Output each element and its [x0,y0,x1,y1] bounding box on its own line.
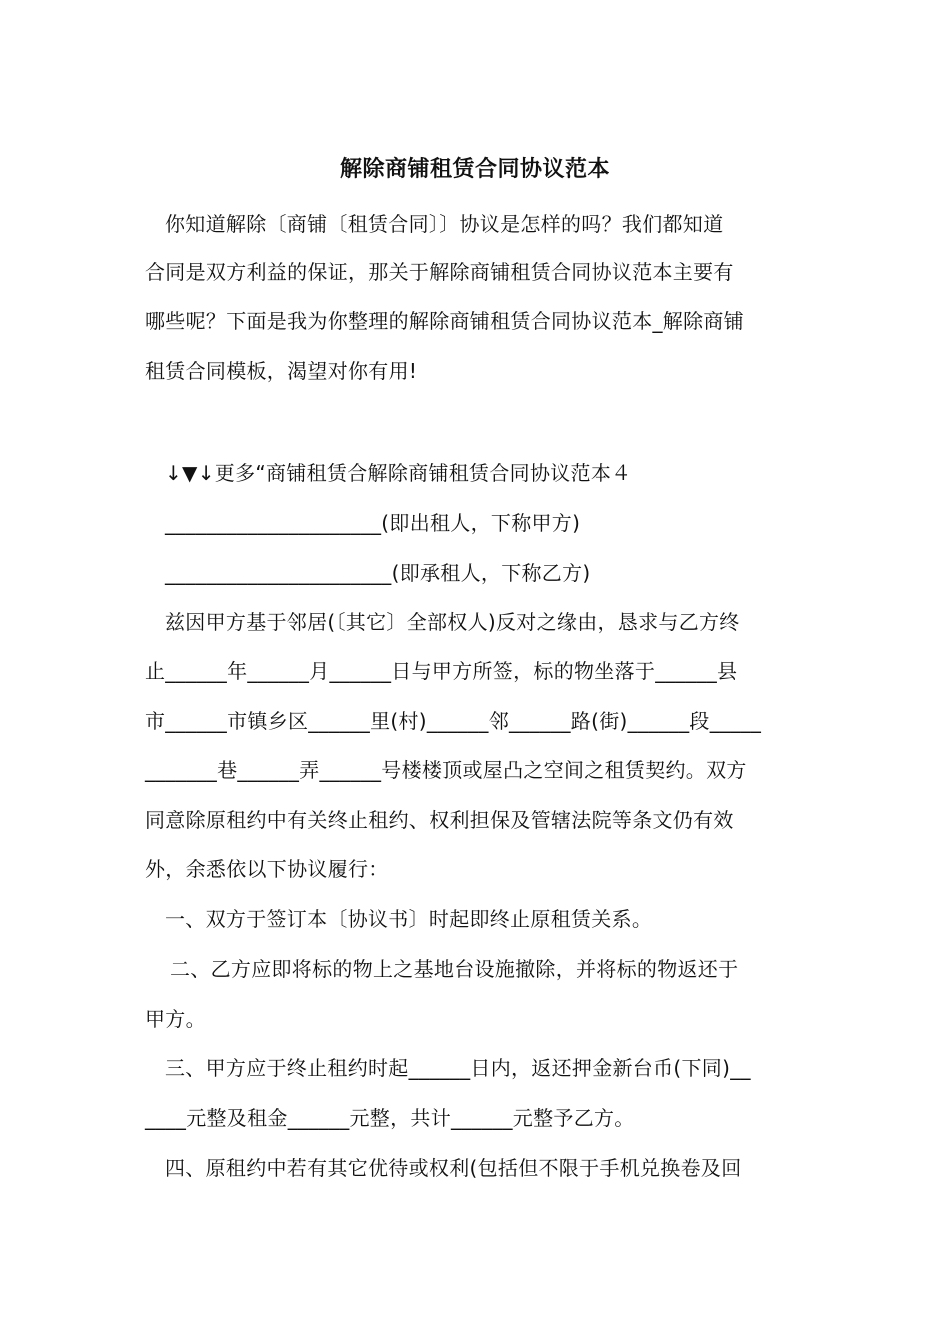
lessor-blank-line: _____________________(即出租人，下称甲方) [165,511,581,535]
paragraph-line: 哪些呢？下面是我为你整理的解除商铺租赁合同协议范本_解除商铺 [145,309,744,333]
paragraph-line: 止______年______月______日与甲方所签，标的物坐落于______县 [145,659,738,683]
paragraph-line: 外，余悉依以下协议履行： [145,857,389,881]
more-link-line: ↓▼↓更多“商铺租赁合解除商铺租赁合同协议范本４ [165,461,632,485]
page-title: 解除商铺租赁合同协议范本 [339,157,610,182]
clause-3-cont: ____元整及租金______元整，共计______元整予乙方。 [145,1106,635,1130]
lessee-blank-line: ______________________(即承租人，下称乙方) [165,561,591,585]
paragraph-line: 你知道解除〔商铺〔租赁合同〕〕协议是怎样的吗？我们都知道 [165,212,724,236]
paragraph-line: 兹因甲方基于邻居(〔其它〕全部权人)反对之缘由，恳求与乙方终 [165,610,740,634]
paragraph-line: 市______市镇乡区______里(村)______邻______路(街)______段_____ [145,709,762,733]
paragraph-line: 租赁合同模板，渴望对你有用! [145,359,418,383]
paragraph-line: _______巷______弄______号楼楼顶或屋凸之空间之租赁契约。双方 [145,758,747,782]
paragraph-line: 合同是双方利益的保证，那关于解除商铺租赁合同协议范本主要有 [145,260,734,284]
clause-2: 二、乙方应即将标的物上之基地台设施撤除，并将标的物返还于 [170,957,739,981]
clause-3: 三、甲方应于终止租约时起______日内，返还押金新台币(下同)__ [165,1056,751,1080]
paragraph-line: 同意除原租约中有关终止租约、权利担保及管辖法院等条文仍有效 [145,808,734,832]
clause-4: 四、原租约中若有其它优待或权利(包括但不限于手机兑换卷及回 [165,1156,742,1180]
clause-2-cont: 甲方。 [145,1007,206,1031]
clause-1: 一、双方于签订本〔协议书〕时起即终止原租赁关系。 [165,907,653,931]
